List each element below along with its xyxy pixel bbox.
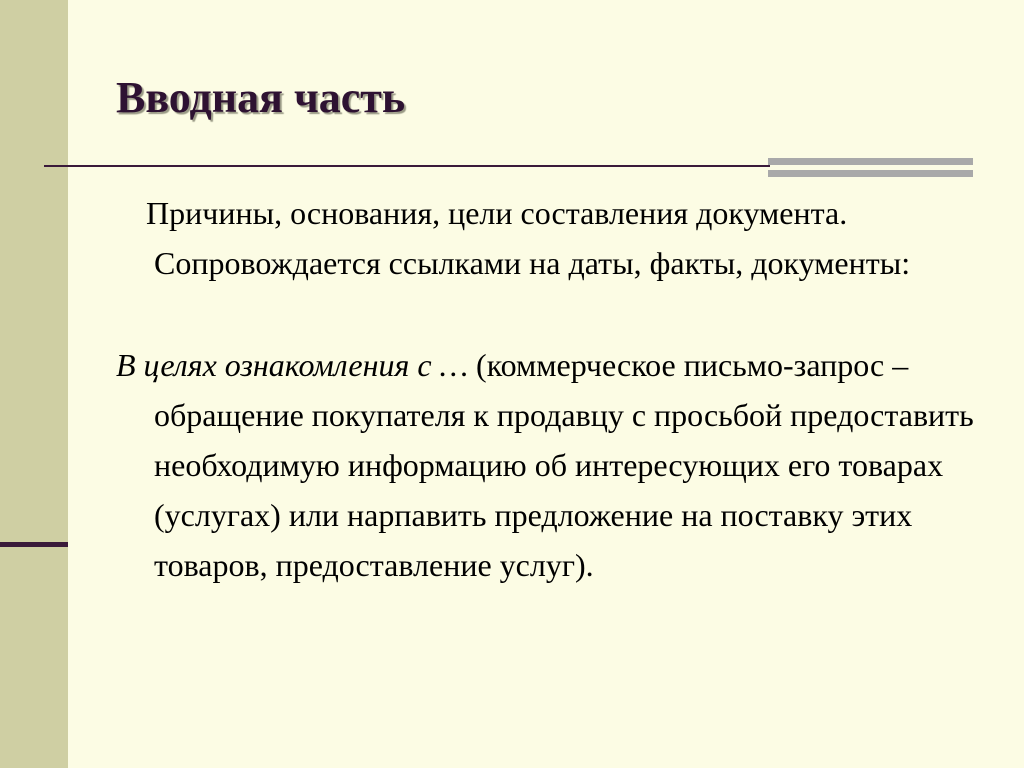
paragraph-purpose: [116, 188, 974, 288]
accent-bar-bottom: [768, 170, 973, 177]
side-bar: [0, 0, 68, 768]
paragraph-example-text: (коммерческое письмо-запрос – обращение покупателя к продавцу с просьбой предоставить необходимую информацию об интересующих его товарах (услугах) или нарпавить предложение на поставку этих товаров, предоставление услуг).: [154, 347, 974, 583]
side-bar-mark: [0, 542, 68, 547]
slide-title: Вводная часть: [116, 73, 406, 122]
paragraph-purpose-text: Причины, основания, цели составления документа. Сопровождается ссылками на даты, факты, документы:: [146, 195, 911, 281]
paragraph-example-lead: В целях ознакомления с …: [116, 347, 469, 383]
accent-bar-top: [768, 158, 973, 165]
paragraph-example: [116, 340, 974, 590]
title-underline: [44, 165, 770, 167]
accent-bars: [768, 158, 973, 178]
